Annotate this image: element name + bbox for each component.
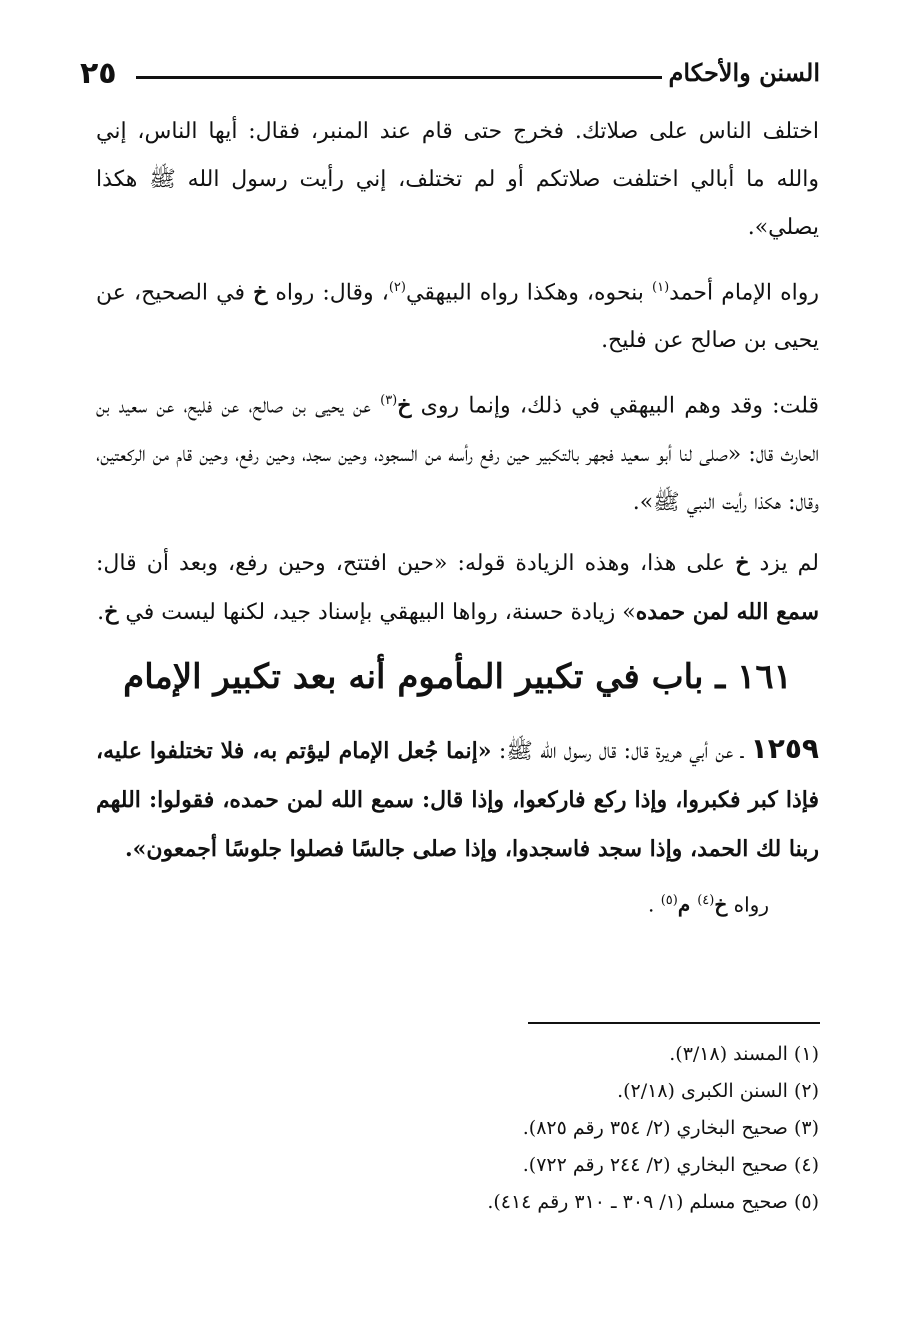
footnote-2: (٢) السنن الكبرى (٢/١٨). (617, 1080, 819, 1102)
symbol-kh: خ (104, 598, 119, 625)
paragraph-1-text: اختلف الناس على صلاتك. فخرج حتى قام عند المنبر، فقال: أيها الناس، إني والله ما أبالي اختلفت صلاتكم أو لم تختلف، إني رأيت رسول الله ﷺ هكذا يصلي». (96, 119, 819, 240)
p3-part-a: قلت: وقد وهم البيهقي في ذلك، وإنما روى (411, 393, 819, 419)
hadith-intro: ـ عن أبي هريرة قال: قال رسول الله ﷺ: (491, 738, 751, 764)
footnote-5: (٥) صحيح مسلم (١/ ٣٠٩ ـ ٣١٠ رقم ٤١٤). (487, 1191, 819, 1213)
chapter-heading: ١٦١ ـ باب في تكبير المأموم أنه بعد تكبير الإمام (123, 656, 792, 697)
footnote-ref-1: (١) (652, 280, 670, 295)
footnote-ref-4: (٤) (697, 892, 715, 908)
hadith-narration (96, 882, 769, 924)
hadith-text: «إنما جُعل الإمام ليؤتم به، فلا تختلفوا عليه، فإذا كبر فكبروا، وإذا ركع فاركعوا، وإذا قال: سمع الله لمن حمده، فقولوا: اللهم ربنا لك الحمد، وإذا سجد فاسجدوا، وإذا صلى جالسًا فصلوا جلوسًا أجمعون». (96, 737, 819, 862)
p4-bold-phrase: سمع الله لمن حمده (635, 598, 819, 625)
paragraph-4 (96, 539, 819, 637)
p4-part-c: » زيادة حسنة، رواها البيهقي بإسناد جيد، لكنها ليست في (118, 599, 636, 625)
p2-part-d: في الصحيح، عن يحيى بن صالح عن فليح. (96, 280, 819, 354)
p3-part-b: عن يحيى بن صالح، عن فليح، عن سعيد بن الحارث قال: «صلى لنا أبو سعيد فجهر بالتكبير حين رفع رأسه من السجود، وحين سجد، وحين رفع، وحين قام من الركعتين، وقال: هكذا رأيت النبي ﷺ». (96, 393, 819, 515)
p4-part-b: على هذا، وهذه الزيادة قوله: «حين افتتح، وحين رفع، وبعد أن قال: (96, 550, 736, 576)
paragraph-3-text (96, 377, 819, 526)
footnote-4: (٤) صحيح البخاري (٢/ ٢٤٤ رقم ٧٢٢). (522, 1154, 819, 1176)
hadith-number: ١٢٥٩ (750, 731, 819, 765)
page-body (96, 108, 819, 923)
p4-part-a: لم يزد (749, 550, 819, 576)
page-number: ٢٥ (80, 56, 117, 91)
paragraph-2-text (96, 264, 819, 365)
footnote-3: (٣) صحيح البخاري (٢/ ٣٥٤ رقم ٨٢٥). (522, 1117, 819, 1139)
p2-part-c: ، وقال: رواه (267, 280, 389, 306)
header-rule (136, 76, 662, 79)
paragraph-2 (96, 264, 819, 365)
paragraph-1 (96, 108, 819, 252)
footnote-1: (١) المسند (٣/١٨). (669, 1043, 819, 1065)
p2-part-a: رواه الإمام أحمد (669, 280, 819, 306)
hadith-1259 (96, 725, 819, 874)
narr-prefix: رواه (727, 892, 769, 917)
symbol-kh: خ (714, 892, 728, 917)
running-title: السنن والأحكام (668, 58, 820, 87)
footnote-ref-3: (٣) (380, 393, 398, 409)
footnotes (96, 1036, 819, 1221)
paragraph-4-text (96, 539, 819, 637)
symbol-m: م (677, 892, 698, 917)
narr-end: . (648, 892, 661, 917)
symbol-kh: خ (253, 279, 268, 306)
symbol-kh: خ (397, 392, 412, 419)
p2-part-b: بنحوه، وهكذا رواه البيهقي (405, 280, 652, 306)
page-header (80, 56, 820, 96)
footnote-separator (528, 1022, 820, 1024)
footnote-ref-5: (٥) (660, 892, 678, 908)
footnote-ref-2: (٢) (388, 280, 406, 295)
symbol-kh: خ (735, 549, 750, 576)
paragraph-3 (96, 377, 819, 526)
p4-part-d: . (97, 599, 105, 625)
